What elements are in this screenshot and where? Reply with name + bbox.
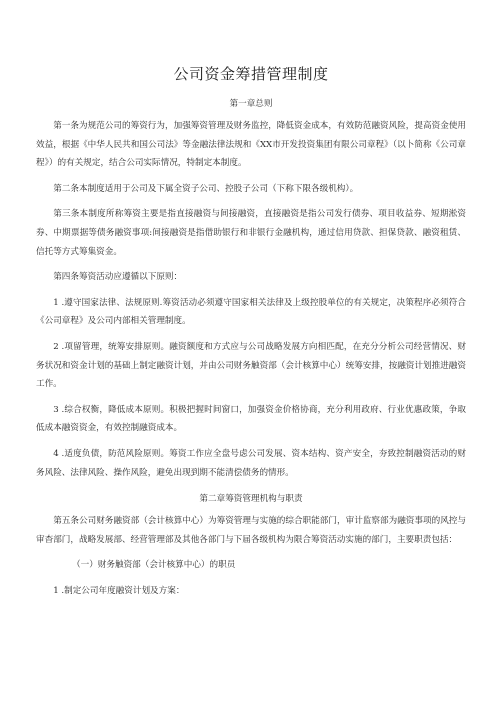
principle-2: 2 .项留管理，统筹安排原则。融资额度和方式应与公司战略发展方向相匹配，在充分分析公司经营情况、财务状况和资金计划的基础上制定融资计划，并由公司财务触资部（会计核算中心）统筹安排，按融资计划推进融资工作。	[36, 341, 466, 390]
chapter-1-heading: 第一章总则	[229, 99, 273, 109]
article-4: 第四条筹资活动应遵循以下原则：	[53, 272, 183, 283]
chapter-2-heading: 第二章筹资管理机构与职责	[199, 494, 303, 505]
principle-3: 3 .综合权衡，降低成本原则。积极把握时间窗口，加强资金价格协商，充分利用政府、行业优惠政策，争取低成本融资资金，有效控制融资成本。	[36, 404, 466, 434]
article-1: 第一条为规范公司的筹资行为，加强筹资管理及财务监控，降低资金成本，有效防范融资风险，提高资金使用效益，根据《中华人民共和国公司法》等金融法律法规和《XX市开发投资集团有限公司章程》（以卜简称《公司章程》）的有关规定，结合公司实际情况，特制定本制度。	[36, 121, 466, 169]
document-title: 公司资金筹措管理制度	[173, 65, 329, 83]
item-1: 1 .制定公司年度融资计划及方案：	[53, 585, 185, 596]
article-3: 第三条本制度所称筹资主要是指直接融资与间接融资，直接融资是指公司发行债券、项目收益券、短期淞资券、中期票据等债务融资事项:间接融资是指借助银行和非银行金融机构，通过信用贷款、担保贷款、融资租赁、信托等方式筹集资金。	[36, 209, 466, 257]
article-2: 第二条本制度适用于公司及下属全资子公司、控股子公司（下称下限各级机构）。	[53, 183, 359, 194]
principle-1: 1 .遵守国家法律、法规原则.筹资活动必须遵守国家相关法律及上级控股单位的有关规定，决策程序必须符合《公司章程》及公司内部相关管理制度。	[36, 297, 466, 327]
principle-4: 4 .适度负债，防范风险原则。筹资工作应全盘号虑公司发展、资本结构、资产安全，夯致控制融资活动的财务风险、法律风险、操作风险，避免出现到期不能清偿债务的情形。	[36, 448, 466, 478]
article-5: 第五条公司财务融资部（会计核算中心）为筹资管理与实施的综合职能部门，审计监察部为融资事项的风控与审杳部门，战略发展部、经营管理部及其他各部门与下届各级机构为限合筹资活动实施的部门，主要职责包括：	[36, 516, 466, 545]
subsection-1: （一）财务触资部（会计核算中心）的职员	[72, 560, 236, 571]
